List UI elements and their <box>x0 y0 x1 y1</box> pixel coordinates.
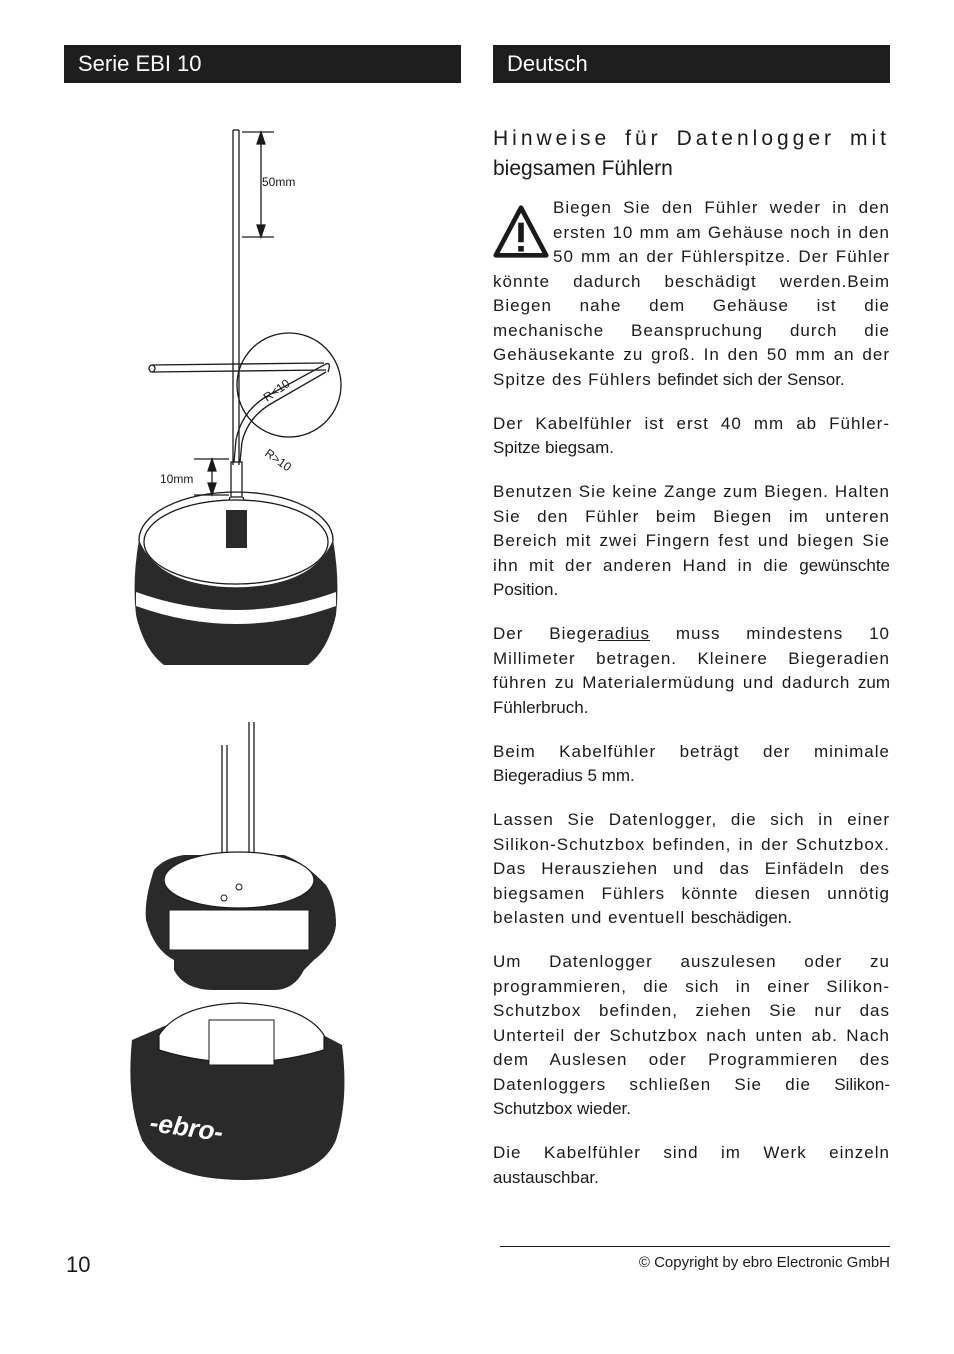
series-title: Serie EBI 10 <box>78 51 202 76</box>
paragraph-2-text: Der Kabelfühler ist erst 40 mm ab Fühler- <box>493 413 890 433</box>
paragraph-1-end: befindet sich der Sensor. <box>657 369 845 389</box>
paragraph-3-end: gewünschte Position. <box>493 555 890 599</box>
dim-label-10mm: 10mm <box>160 472 194 486</box>
warning-triangle-icon <box>493 204 549 260</box>
paragraph-8-text: Die Kabelfühler sind im Werk einzeln <box>493 1143 890 1162</box>
ebro-logo: -ebro- <box>148 1107 226 1148</box>
paragraph-4-text: muss mindestens 10 Millimeter betragen. Kleinere Biegeradien führen zu Materialermüdung und dadurch <box>493 624 890 692</box>
paragraph-5-text: Beim Kabelfühler beträgt der minimale <box>493 741 890 761</box>
paragraph-4-end: zum Fühlerbruch. <box>493 673 890 717</box>
paragraph-6-text: Lassen Sie Datenlogger, die sich in einer Silikon-Schutzbox befinden, in der Schutzbox. Das Herausziehen und das Einfädeln des biegsamen Fühlers könnte diesen unnötig belasten und eventuell <box>493 810 890 927</box>
page-number: 10 <box>66 1252 91 1277</box>
dim-label-50mm: 50mm <box>262 175 296 189</box>
section-heading <box>493 124 890 184</box>
radius-label-gt: R>10 <box>262 445 295 475</box>
paragraph-4 <box>493 622 890 720</box>
radius-label-lt: R<10 <box>260 376 293 405</box>
paragraph-4-pre: Der Biege <box>493 624 598 643</box>
paragraph-8 <box>493 1141 890 1190</box>
header-left-bar <box>64 45 461 83</box>
footer-divider <box>500 1246 890 1247</box>
paragraph-7-end: Silikon-Schutzbox wieder. <box>493 1074 890 1118</box>
paragraph-7-text: Um Datenlogger auszulesen oder zu programmieren, die sich in einer Silikon-Schutzbox befinden, ziehen Sie nur das Unterteil der Schutzbox nach unten ab. Nach dem Auslesen oder Programmieren des Datenloggers schließen Sie die <box>493 952 890 1094</box>
body-text <box>493 196 890 1210</box>
paragraph-8-end: austauschbar. <box>493 1167 599 1187</box>
paragraph-3 <box>493 480 890 603</box>
paragraph-5-end: Biegeradius 5 mm. <box>493 766 635 785</box>
paragraph-4-underlined: radius <box>597 624 651 643</box>
paragraph-7 <box>493 950 890 1122</box>
paragraph-5 <box>493 740 890 789</box>
paragraph-6 <box>493 808 890 931</box>
paragraph-1-text: Biegen Sie den Fühler weder in den ersten 10 mm am Gehäuse noch in den 50 mm an der Fühlerspitze. Der Fühler könnte dadurch beschädigt werden.Beim Biegen nahe dem Gehäuse ist die mechanische Beanspruchung durch die Gehäusekante zu groß. In den 50 mm an der Spitze des Fühlers <box>493 198 890 389</box>
paragraph-3-text: Benutzen Sie keine Zange zum Biegen. Halten Sie den Fühler beim Biegen im unteren Bereich mit zwei Fingern fest und biegen Sie ihn mit der anderen Hand in die <box>493 482 890 575</box>
section-title-line2: biegsamen Fühlern <box>493 157 673 180</box>
copyright-notice: © Copyright by ebro Electronic GmbH <box>638 1254 890 1271</box>
paragraph-6-end: beschädigen. <box>690 908 793 927</box>
paragraph-warning <box>493 196 890 392</box>
paragraph-2-end: Spitze biegsam. <box>493 438 614 457</box>
language-title: Deutsch <box>507 51 588 76</box>
device-illustration <box>64 110 464 1210</box>
paragraph-2 <box>493 412 890 461</box>
header-right-bar <box>493 45 890 83</box>
section-title-line1: Hinweise für Datenlogger mit <box>493 127 890 150</box>
